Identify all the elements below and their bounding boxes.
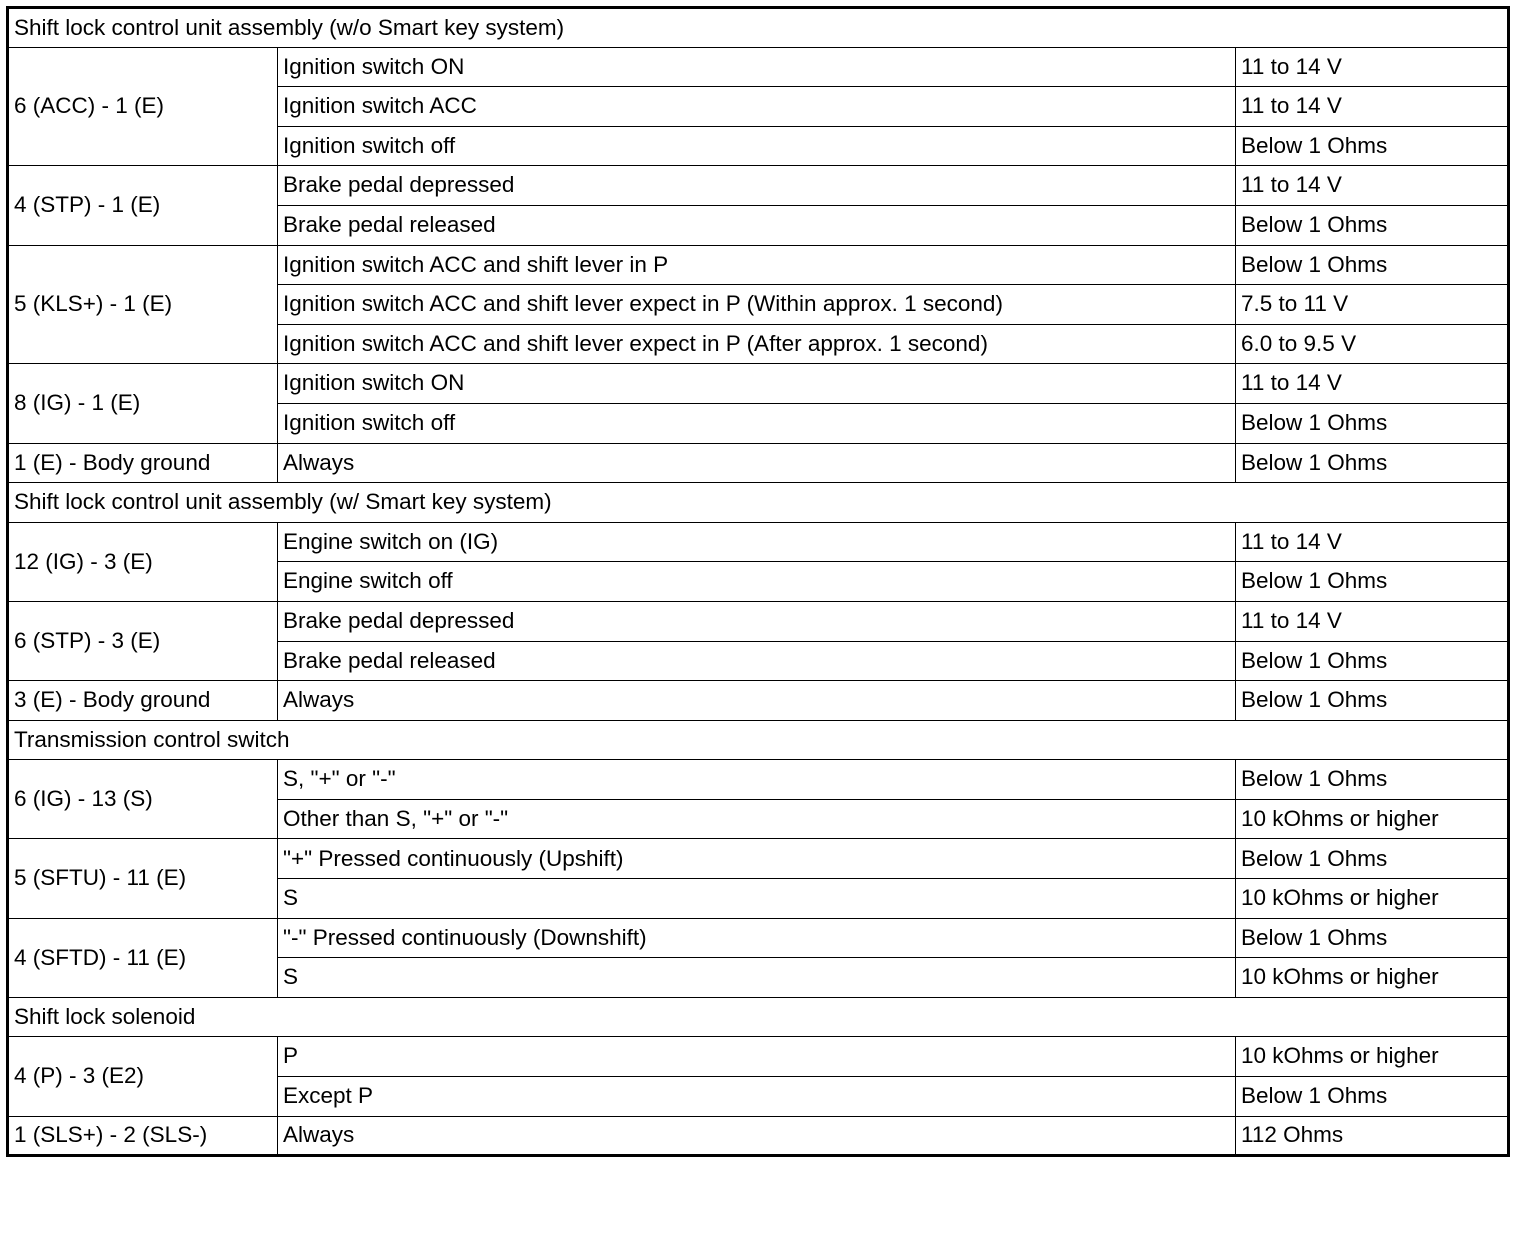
spec-cell: 11 to 14 V <box>1236 166 1509 206</box>
table-row <box>8 364 1509 404</box>
spec-cell: Below 1 Ohms <box>1236 443 1509 483</box>
table-row <box>8 601 1509 641</box>
table-row <box>8 760 1509 800</box>
section-header-row <box>8 720 1509 760</box>
spec-cell: Below 1 Ohms <box>1236 641 1509 681</box>
table-row <box>8 1116 1509 1156</box>
spec-cell: Below 1 Ohms <box>1236 403 1509 443</box>
section-header-row <box>8 997 1509 1037</box>
terminal-cell: 4 (P) - 3 (E2) <box>8 1037 278 1116</box>
spec-cell: 11 to 14 V <box>1236 87 1509 127</box>
spec-cell: 6.0 to 9.5 V <box>1236 324 1509 364</box>
condition-cell: "+" Pressed continuously (Upshift) <box>278 839 1236 879</box>
spec-cell: 11 to 14 V <box>1236 47 1509 87</box>
section-title: Shift lock solenoid <box>8 997 1509 1037</box>
condition-cell: Other than S, "+" or "-" <box>278 799 1236 839</box>
spec-cell: Below 1 Ohms <box>1236 126 1509 166</box>
table-row <box>8 522 1509 562</box>
table-row <box>8 47 1509 87</box>
condition-cell: Ignition switch ACC <box>278 87 1236 127</box>
condition-cell: Ignition switch ON <box>278 47 1236 87</box>
spec-cell: Below 1 Ohms <box>1236 760 1509 800</box>
condition-cell: Ignition switch ON <box>278 364 1236 404</box>
terminal-cell: 8 (IG) - 1 (E) <box>8 364 278 443</box>
terminal-cell: 6 (IG) - 13 (S) <box>8 760 278 839</box>
terminal-cell: 4 (STP) - 1 (E) <box>8 166 278 245</box>
spec-table-body <box>8 8 1509 1156</box>
spec-cell: 112 Ohms <box>1236 1116 1509 1156</box>
condition-cell: Engine switch off <box>278 562 1236 602</box>
spec-cell: Below 1 Ohms <box>1236 562 1509 602</box>
spec-cell: 7.5 to 11 V <box>1236 285 1509 325</box>
spec-cell: Below 1 Ohms <box>1236 245 1509 285</box>
table-row <box>8 681 1509 721</box>
spec-cell: 10 kOhms or higher <box>1236 799 1509 839</box>
spec-cell: 10 kOhms or higher <box>1236 1037 1509 1077</box>
condition-cell: S <box>278 958 1236 998</box>
terminal-cell: 1 (SLS+) - 2 (SLS-) <box>8 1116 278 1156</box>
condition-cell: Brake pedal depressed <box>278 601 1236 641</box>
terminal-cell: 6 (STP) - 3 (E) <box>8 601 278 680</box>
table-row <box>8 245 1509 285</box>
condition-cell: Brake pedal released <box>278 641 1236 681</box>
terminal-cell: 12 (IG) - 3 (E) <box>8 522 278 601</box>
table-row <box>8 166 1509 206</box>
terminal-cell: 5 (KLS+) - 1 (E) <box>8 245 278 364</box>
spec-cell: 11 to 14 V <box>1236 364 1509 404</box>
spec-cell: 11 to 14 V <box>1236 601 1509 641</box>
spec-cell: Below 1 Ohms <box>1236 918 1509 958</box>
condition-cell: Always <box>278 681 1236 721</box>
condition-cell: P <box>278 1037 1236 1077</box>
condition-cell: Ignition switch ACC and shift lever expect in P (Within approx. 1 second) <box>278 285 1236 325</box>
table-row <box>8 918 1509 958</box>
condition-cell: S <box>278 879 1236 919</box>
spec-cell: 10 kOhms or higher <box>1236 958 1509 998</box>
spec-cell: Below 1 Ohms <box>1236 839 1509 879</box>
spec-cell: 10 kOhms or higher <box>1236 879 1509 919</box>
section-title: Shift lock control unit assembly (w/ Smart key system) <box>8 483 1509 523</box>
condition-cell: Always <box>278 1116 1236 1156</box>
terminal-cell: 5 (SFTU) - 11 (E) <box>8 839 278 918</box>
condition-cell: Ignition switch ACC and shift lever in P <box>278 245 1236 285</box>
spec-cell: Below 1 Ohms <box>1236 681 1509 721</box>
spec-cell: 11 to 14 V <box>1236 522 1509 562</box>
condition-cell: Ignition switch off <box>278 126 1236 166</box>
table-row <box>8 839 1509 879</box>
table-row <box>8 443 1509 483</box>
condition-cell: Engine switch on (IG) <box>278 522 1236 562</box>
spec-cell: Below 1 Ohms <box>1236 1077 1509 1117</box>
terminal-cell: 3 (E) - Body ground <box>8 681 278 721</box>
section-title: Transmission control switch <box>8 720 1509 760</box>
condition-cell: Except P <box>278 1077 1236 1117</box>
terminal-cell: 1 (E) - Body ground <box>8 443 278 483</box>
condition-cell: S, "+" or "-" <box>278 760 1236 800</box>
terminal-cell: 6 (ACC) - 1 (E) <box>8 47 278 166</box>
section-header-row <box>8 483 1509 523</box>
terminal-spec-table <box>6 6 1510 1157</box>
condition-cell: Brake pedal released <box>278 205 1236 245</box>
condition-cell: Always <box>278 443 1236 483</box>
condition-cell: "-" Pressed continuously (Downshift) <box>278 918 1236 958</box>
section-title: Shift lock control unit assembly (w/o Smart key system) <box>8 8 1509 48</box>
condition-cell: Brake pedal depressed <box>278 166 1236 206</box>
condition-cell: Ignition switch off <box>278 403 1236 443</box>
table-row <box>8 1037 1509 1077</box>
condition-cell: Ignition switch ACC and shift lever expect in P (After approx. 1 second) <box>278 324 1236 364</box>
terminal-cell: 4 (SFTD) - 11 (E) <box>8 918 278 997</box>
spec-cell: Below 1 Ohms <box>1236 205 1509 245</box>
section-header-row <box>8 8 1509 48</box>
